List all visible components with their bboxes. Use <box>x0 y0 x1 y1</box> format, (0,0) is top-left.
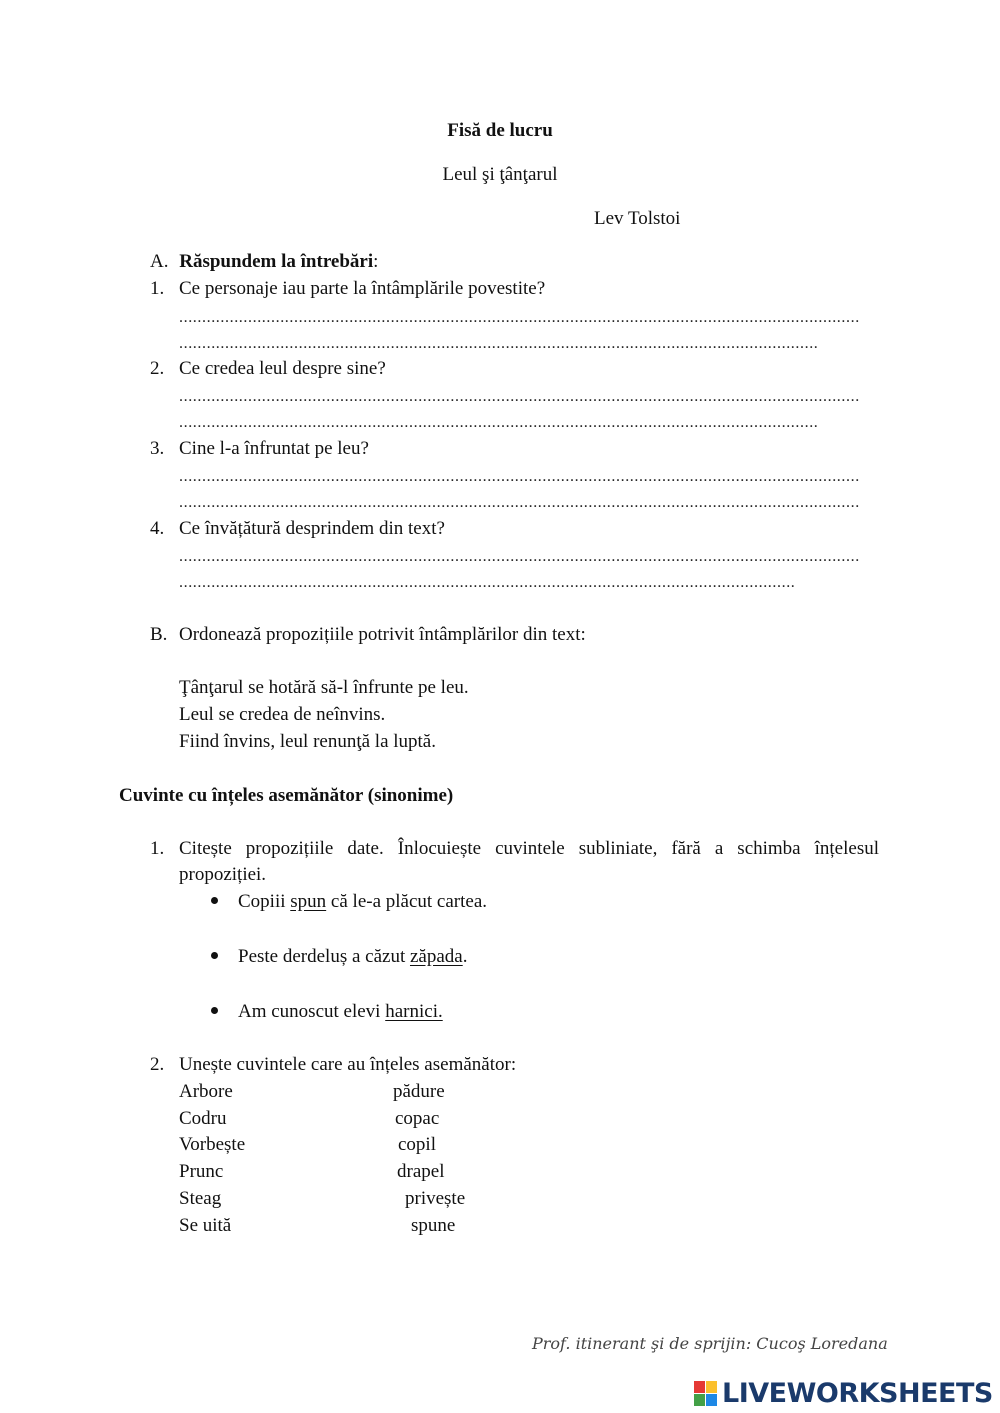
question-3-text: Cine l-a înfruntat pe leu? <box>179 438 369 459</box>
exercise-1-number: 1. <box>150 838 165 859</box>
bullet-icon <box>211 1007 218 1014</box>
match-word-right[interactable]: pădure <box>393 1081 445 1102</box>
match-word-right[interactable]: copil <box>398 1134 436 1155</box>
underlined-word[interactable]: harnici. <box>385 1001 443 1022</box>
sentence-end: . <box>462 946 468 967</box>
section-a-title: Răspundem la întrebări <box>179 251 374 272</box>
question-3-number: 3. <box>150 438 165 459</box>
logo-square <box>706 1381 717 1393</box>
bullet-icon <box>211 897 218 904</box>
answer-line[interactable]: .................................................................................................................................................... <box>179 550 860 564</box>
answer-line[interactable]: .................................................................................................................................................... <box>179 470 860 484</box>
section-a-letter: A. <box>150 251 169 272</box>
section-b-heading: Ordonează propozițiile potrivit întâmplărilor din text: <box>179 624 586 645</box>
answer-line[interactable]: .................................................................................................................................................... <box>179 390 860 404</box>
liveworksheets-logo[interactable] <box>694 1378 994 1410</box>
question-1-number: 1. <box>150 278 165 299</box>
match-word-left[interactable]: Arbore <box>179 1081 233 1102</box>
exercise-1-instruction-cont: propoziției. <box>179 864 267 885</box>
question-4-number: 4. <box>150 518 165 539</box>
answer-line[interactable]: .................................................................................................................................................... <box>179 311 860 325</box>
exercise-1-instruction: Citește propozițiile date. Înlocuiește cuvintele subliniate, fără a schimba înțelesul <box>179 838 879 859</box>
sentence-start: Am cunoscut elevi <box>238 1001 386 1022</box>
bullet-icon <box>211 952 218 959</box>
section-a-colon: : <box>373 251 379 272</box>
order-sentence[interactable]: Leul se credea de neînvins. <box>179 704 386 725</box>
sentence-start: Peste derdeluș a căzut <box>238 946 410 967</box>
exercise-2-instruction: Unește cuvintele care au înțeles asemănător: <box>179 1054 517 1075</box>
match-word-right[interactable]: spune <box>411 1215 456 1236</box>
underlined-word[interactable]: zăpada <box>409 946 463 967</box>
sentence-start: Copiii <box>238 891 291 912</box>
answer-line[interactable]: .................................................................................................................................................... <box>179 496 860 510</box>
logo-square <box>694 1394 705 1406</box>
logo-square <box>706 1394 717 1406</box>
match-word-right[interactable]: drapel <box>397 1161 445 1182</box>
match-word-right[interactable]: copac <box>395 1108 440 1129</box>
page-title: Fisă de lucru <box>447 120 553 141</box>
match-word-right[interactable]: privește <box>405 1188 466 1209</box>
logo-text: LIVEWORKSHEETS <box>722 1378 993 1409</box>
match-word-left[interactable]: Steag <box>179 1188 222 1209</box>
author-credit: Prof. itinerant şi de sprijin: Cucoş Loredana <box>532 1334 888 1353</box>
answer-line[interactable]: ...................................................................................................................................... <box>179 576 796 590</box>
match-word-left[interactable]: Se uită <box>179 1215 232 1236</box>
exercise-2-number: 2. <box>150 1054 165 1075</box>
synonym-sentence <box>238 891 487 914</box>
section-b-letter: B. <box>150 624 168 645</box>
section-a-heading <box>150 251 378 274</box>
answer-line[interactable]: ........................................................................................................................................... <box>179 337 819 351</box>
question-1-text: Ce personaje iau parte la întâmplările povestite? <box>179 278 546 299</box>
sentence-end: că le-a plăcut cartea. <box>326 891 488 912</box>
question-2-number: 2. <box>150 358 165 379</box>
author-name: Lev Tolstoi <box>594 208 681 229</box>
question-4-text: Ce învățătură desprindem din text? <box>179 518 445 539</box>
story-title: Leul şi ţânţarul <box>442 164 558 185</box>
match-word-left[interactable]: Vorbește <box>179 1134 246 1155</box>
synonyms-heading: Cuvinte cu înțeles asemănător (sinonime) <box>119 785 454 806</box>
synonym-sentence <box>238 946 467 969</box>
question-2-text: Ce credea leul despre sine? <box>179 358 386 379</box>
order-sentence[interactable]: Fiind învins, leul renunţă la luptă. <box>179 731 436 752</box>
synonym-sentence <box>238 1001 443 1024</box>
match-word-left[interactable]: Codru <box>179 1108 227 1129</box>
logo-squares-icon <box>694 1381 718 1407</box>
underlined-word[interactable]: spun <box>290 891 327 912</box>
answer-line[interactable]: ........................................................................................................................................... <box>179 416 819 430</box>
match-word-left[interactable]: Prunc <box>179 1161 224 1182</box>
logo-square <box>694 1381 705 1393</box>
order-sentence[interactable]: Ţânţarul se hotără să-l înfrunte pe leu. <box>179 677 469 698</box>
